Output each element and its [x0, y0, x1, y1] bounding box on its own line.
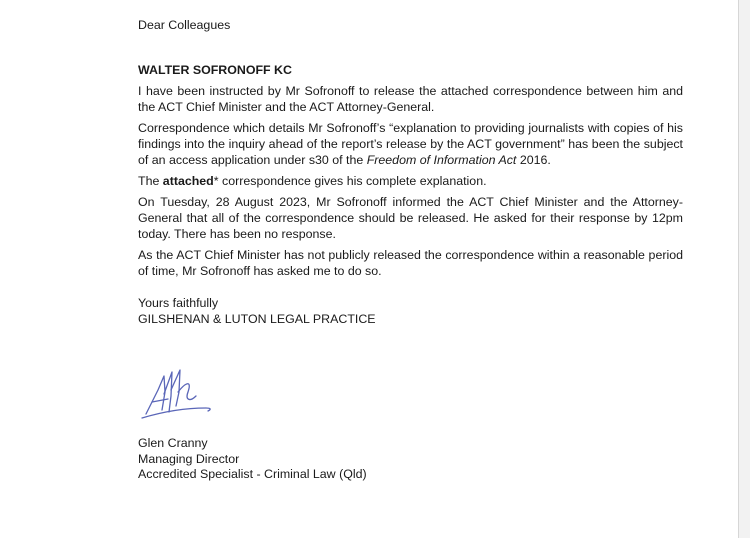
- signatory-block: [138, 436, 367, 483]
- closing-block: [138, 295, 683, 327]
- paragraph-attached-lead: The: [138, 174, 163, 188]
- paragraph-instruction: I have been instructed by Mr Sofronoff to release the attached correspondence between him and the ACT Chief Minister and the ACT Attorney-General.: [138, 84, 683, 114]
- firm-name: GILSHENAN & LUTON LEGAL PRACTICE: [138, 312, 376, 326]
- paragraph-timeline: On Tuesday, 28 August 2023, Mr Sofronoff informed the ACT Chief Minister and the Attorney-General that all of the correspondence should be released. He asked for their response by 12pm today. There has been no response.: [138, 195, 683, 241]
- attached-emphasis: attached: [162, 174, 214, 188]
- signatory-name: Glen Cranny: [138, 436, 208, 450]
- paragraph-foi: [138, 120, 683, 168]
- handwritten-signature: [138, 362, 218, 422]
- viewer-scrollbar[interactable]: [739, 0, 750, 538]
- salutation: Dear Colleagues: [138, 18, 231, 32]
- paragraph-attached-rest: * correspondence gives his complete explanation.: [213, 174, 487, 188]
- paragraph-release: As the ACT Chief Minister has not publicly released the correspondence within a reasonable period of time, Mr Sofronoff has asked me to do so.: [138, 248, 683, 278]
- paragraph-foi-text: Correspondence which details Mr Sofronoff’s “explanation to providing journalists with copies of his findings into the inquiry ahead of the report’s release by the ACT government” has been the subject of an access application under s30 of the: [138, 121, 683, 167]
- valediction: Yours faithfully: [138, 296, 219, 310]
- paragraph-attached: [138, 173, 683, 189]
- signatory-title: Managing Director: [138, 451, 240, 466]
- signatory-accreditation: Accredited Specialist - Criminal Law (Qld): [138, 467, 367, 481]
- letter-body: [138, 17, 683, 327]
- subject-heading: WALTER SOFRONOFF KC: [138, 63, 292, 77]
- paragraph-foi-year: 2016.: [516, 153, 551, 167]
- foi-act-title: Freedom of Information Act: [366, 153, 517, 167]
